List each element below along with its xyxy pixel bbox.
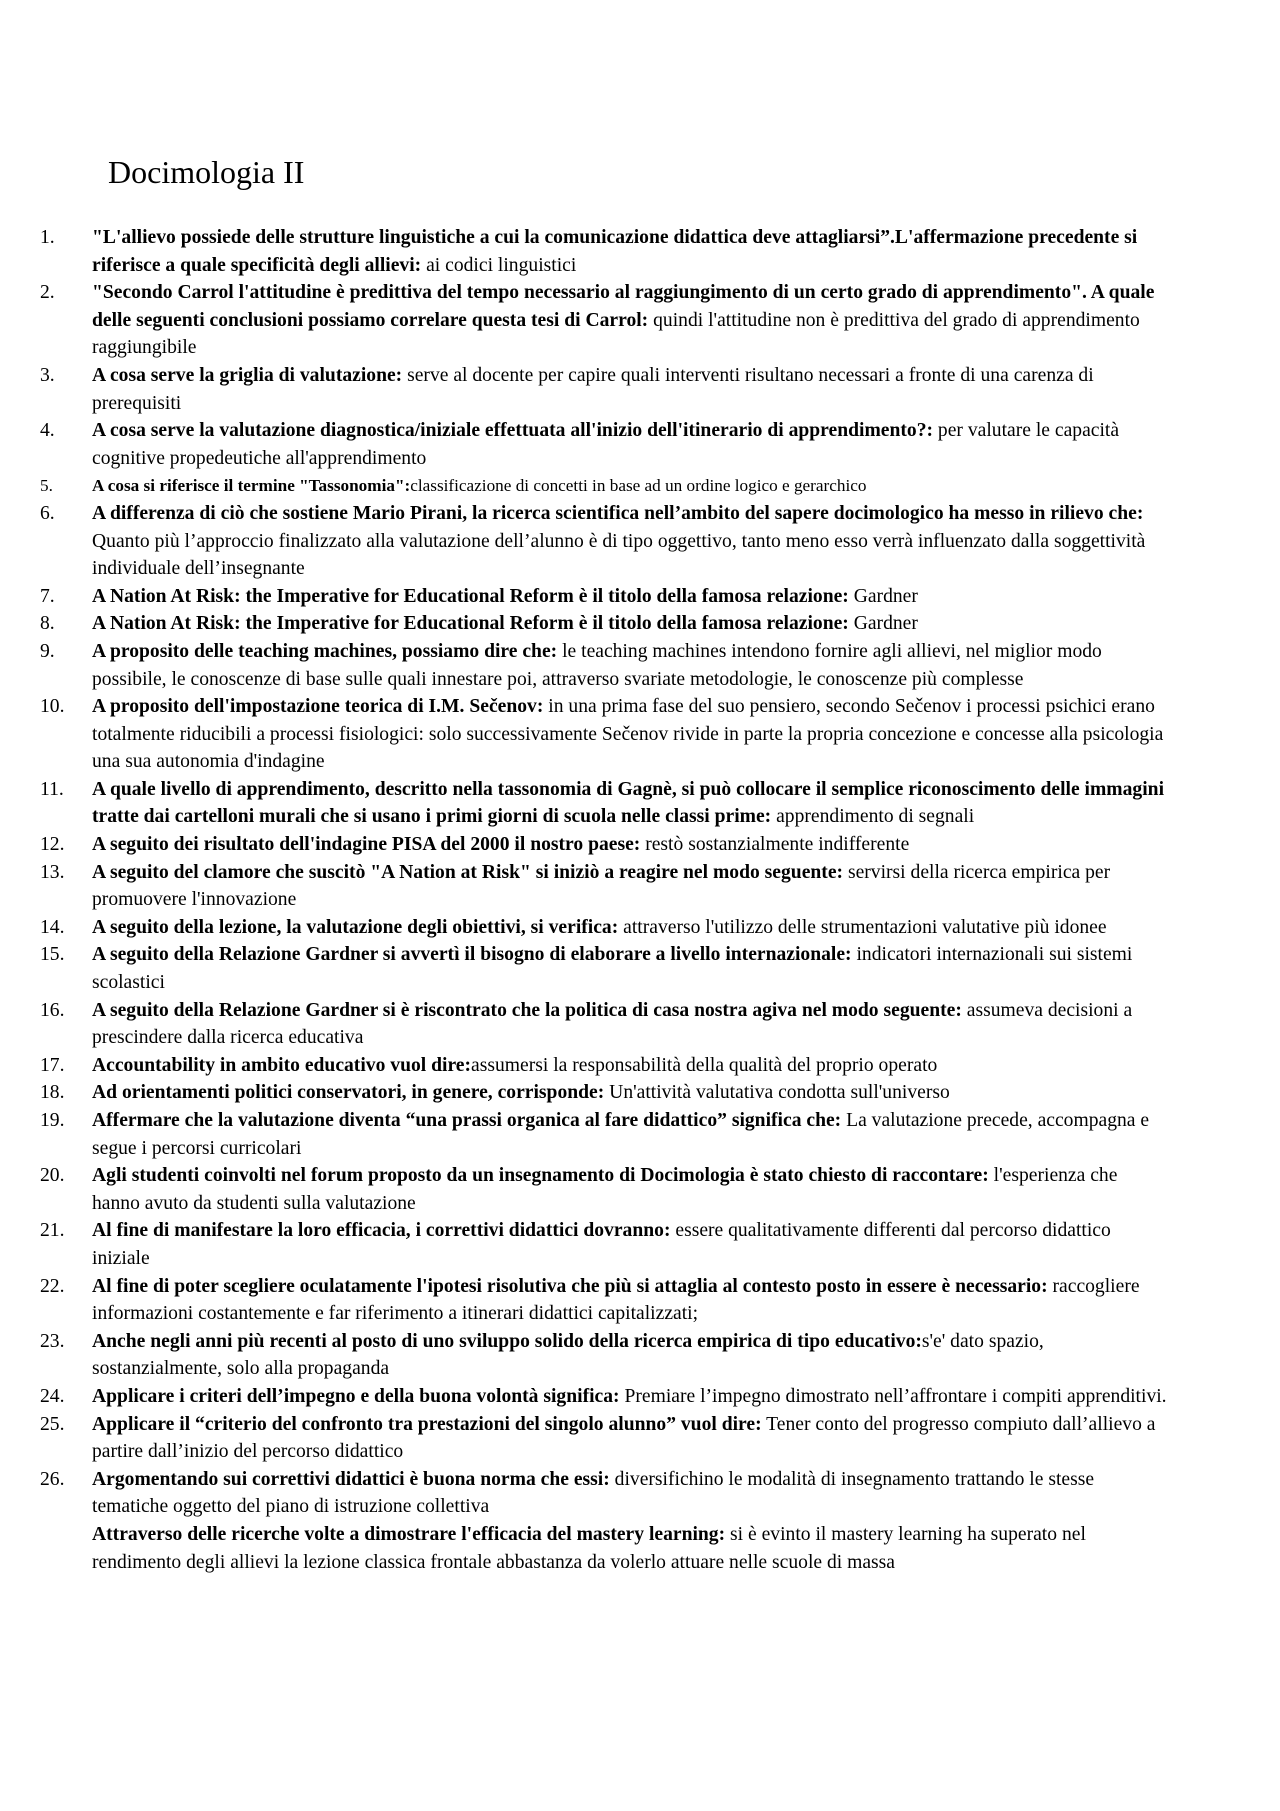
answer-text: Un'attività valutativa condotta sull'universo — [604, 1082, 950, 1104]
item-text — [92, 224, 1170, 279]
question-text: A seguito della Relazione Gardner si avvertì il bisogno di elaborare a livello internazionale: — [92, 944, 852, 966]
list-item — [40, 1162, 1170, 1217]
item-number: 7. — [40, 585, 55, 607]
item-number: 22. — [40, 1275, 65, 1297]
question-text: A seguito della lezione, la valutazione degli obiettivi, si verifica: — [92, 916, 619, 938]
list-item — [40, 941, 1170, 996]
answer-text: l'esperienza che hanno avuto da studenti sulla valutazione — [92, 1165, 1118, 1214]
item-number: 25. — [40, 1413, 65, 1435]
item-text — [92, 1107, 1170, 1162]
item-text — [92, 1217, 1170, 1272]
item-text — [92, 279, 1170, 362]
list-item — [40, 417, 1170, 472]
question-text: A Nation At Risk: the Imperative for Educational Reform è il titolo della famosa relazione: — [92, 585, 849, 607]
answer-text: servirsi della ricerca empirica per promuovere l'innovazione — [92, 861, 1111, 911]
list-item — [40, 914, 1170, 942]
item-text — [92, 693, 1170, 776]
list-item — [40, 1217, 1170, 1272]
question-text: Affermare che la valutazione diventa “una prassi organica al fare didattico” significa che: — [92, 1110, 842, 1131]
answer-text: La valutazione precede, accompagna e segue i percorsi curricolari — [92, 1110, 1150, 1159]
answer-text: diversifichino le modalità di insegnamento trattando le stesse tematiche oggetto del piano di istruzione collettiva — [92, 1468, 1095, 1518]
item-number: 8. — [40, 613, 55, 635]
item-number: 26. — [40, 1468, 65, 1490]
list-item — [40, 1107, 1170, 1162]
answer-text: s'e' dato spazio, sostanzialmente, solo alla propaganda — [92, 1330, 1044, 1380]
question-text: Ad orientamenti politici conservatori, in genere, corrisponde: — [92, 1082, 605, 1104]
item-number: 3. — [40, 364, 55, 386]
list-item — [40, 1411, 1170, 1466]
list-item — [40, 1383, 1170, 1411]
question-list — [40, 224, 1170, 1576]
answer-text: per valutare le capacità cognitive propedeutiche all'apprendimento — [92, 420, 1120, 469]
question-text: A cosa si riferisce il termine "Tassonomia": — [92, 476, 411, 496]
answer-text: serve al docente per capire quali interventi risultano necessari a fronte di una carenza di prerequisiti — [92, 364, 1094, 414]
question-text: Al fine di manifestare la loro efficacia, i correttivi didattici dovranno: — [92, 1220, 671, 1242]
list-item — [40, 1328, 1170, 1383]
list-item — [40, 1052, 1170, 1080]
list-item — [40, 472, 1170, 500]
question-text: A seguito della Relazione Gardner si è riscontrato che la politica di casa nostra agiva nel modo seguente: — [92, 999, 962, 1021]
item-number: 16. — [40, 999, 65, 1021]
answer-text: restò sostanzialmente indifferente — [640, 834, 910, 856]
answer-text: Premiare l’impegno dimostrato nell’affrontare i compiti apprenditivi. — [619, 1385, 1167, 1407]
list-item — [40, 776, 1170, 831]
item-text — [92, 859, 1170, 914]
question-text: A seguito dei risultato dell'indagine PISA del 2000 il nostro paese: — [92, 834, 641, 856]
answer-text: quindi l'attitudine non è predittiva del grado di apprendimento raggiungibile — [92, 309, 1140, 359]
item-number: 1. — [40, 227, 55, 248]
answer-text: Tener conto del progresso compiuto dall’allievo a partire dall’inizio del percorso didattico — [92, 1413, 1156, 1463]
list-item — [40, 638, 1170, 693]
item-number: 2. — [40, 282, 55, 304]
list-item — [40, 583, 1170, 611]
answer-text: Gardner — [848, 585, 918, 607]
item-text — [92, 1079, 1170, 1107]
list-item — [40, 1273, 1170, 1328]
question-text: A proposito dell'impostazione teorica di I.M. Sečenov: — [92, 696, 544, 718]
item-number: 9. — [40, 640, 55, 662]
item-text — [92, 1052, 1170, 1080]
list-item — [40, 500, 1170, 583]
item-text — [92, 914, 1170, 942]
question-text: "L'allievo possiede delle strutture linguistiche a cui la comunicazione didattica deve attagliarsi”.L'affermazione precedente si riferisce a quale specificità degli allievi: — [92, 227, 1138, 276]
item-number: 17. — [40, 1054, 65, 1076]
item-text — [92, 1162, 1170, 1217]
list-item — [40, 610, 1170, 638]
item-number: 10. — [40, 696, 65, 718]
item-text — [92, 472, 1170, 500]
question-text: Anche negli anni più recenti al posto di uno sviluppo solido della ricerca empirica di tipo educativo: — [92, 1330, 922, 1352]
list-item — [40, 693, 1170, 776]
item-number: 4. — [40, 420, 55, 442]
question-text: Agli studenti coinvolti nel forum proposto da un insegnamento di Docimologia è stato chiesto di raccontare: — [92, 1165, 989, 1187]
list-item — [40, 1466, 1170, 1521]
question-text: Applicare i criteri dell’impegno e della buona volontà significa: — [92, 1385, 620, 1407]
question-text: A quale livello di apprendimento, descritto nella tassonomia di Gagnè, si può collocare il semplice riconoscimento delle immagini tratte dai cartelloni murali che si usano i primi giorni di scuola nelle classi prime: — [92, 778, 1165, 828]
item-text — [92, 362, 1170, 417]
item-number: 12. — [40, 834, 65, 856]
item-number: 6. — [40, 502, 55, 524]
answer-text: Gardner — [848, 613, 918, 635]
answer-text: assumeva decisioni a prescindere dalla ricerca educativa — [92, 999, 1133, 1049]
item-text — [92, 638, 1170, 693]
question-text: "Secondo Carrol l'attitudine è predittiva del tempo necessario al raggiungimento di un certo grado di apprendimento". A quale delle seguenti conclusioni possiamo correlare questa tesi di Carrol: — [92, 282, 1155, 331]
question-text: Al fine di poter scegliere oculatamente l'ipotesi risolutiva che più si attaglia al contesto posto in essere è necessario: — [92, 1275, 1048, 1297]
item-number: 11. — [40, 778, 64, 800]
item-text — [92, 997, 1170, 1052]
list-item — [40, 1521, 1170, 1576]
item-text — [92, 500, 1170, 583]
item-text — [92, 776, 1170, 831]
answer-text: attraverso l'utilizzo delle strumentazioni valutative più idonee — [618, 916, 1107, 938]
question-text: Attraverso delle ricerche volte a dimostrare l'efficacia del mastery learning: — [92, 1523, 726, 1545]
item-number: 14. — [40, 916, 65, 938]
question-text: Applicare il “criterio del confronto tra prestazioni del singolo alunno” vuol dire: — [92, 1413, 762, 1435]
item-number: 23. — [40, 1330, 65, 1352]
document-title: Docimologia II — [108, 154, 305, 190]
item-text — [92, 417, 1170, 472]
question-text: A seguito del clamore che suscitò "A Nation at Risk" si iniziò a reagire nel modo seguente: — [92, 861, 844, 883]
question-text: Argomentando sui correttivi didattici è buona norma che essi: — [92, 1468, 610, 1490]
item-text — [92, 941, 1170, 996]
item-text — [92, 1383, 1170, 1411]
answer-text: assumersi la responsabilità della qualità del proprio operato — [471, 1054, 938, 1076]
item-text — [92, 1466, 1170, 1521]
item-text — [92, 610, 1170, 638]
item-number: 24. — [40, 1385, 65, 1407]
list-item — [40, 362, 1170, 417]
answer-text: Quanto più l’approccio finalizzato alla valutazione dell’alunno è di tipo oggettivo, tanto meno esso verrà influenzato dalla soggettività individuale dell’insegnante — [92, 530, 1146, 580]
item-number: 13. — [40, 861, 65, 883]
item-number: 18. — [40, 1082, 65, 1104]
answer-text: in una prima fase del suo pensiero, secondo Sečenov i processi psichici erano totalmente riducibili a processi fisiologici: solo successivamente Sečenov rivide in parte la propria concezione e concesse alla psicologia una sua autonomia d'indagine — [92, 696, 1164, 773]
item-number: 19. — [40, 1110, 65, 1131]
list-item — [40, 1079, 1170, 1107]
item-number: 5. — [40, 476, 53, 496]
item-text — [92, 831, 1170, 859]
answer-text: ai codici linguistici — [421, 254, 577, 276]
answer-text: le teaching machines intendono fornire agli allievi, nel miglior modo possibile, le conoscenze di base sulle quali innestare poi, attraverso svariate metodologie, le conoscenze più complesse — [92, 640, 1102, 690]
item-number: 20. — [40, 1165, 65, 1187]
answer-text: indicatori internazionali sui sistemi scolastici — [92, 944, 1133, 994]
answer-text: essere qualitativamente differenti dal percorso didattico iniziale — [92, 1220, 1111, 1269]
question-text: A differenza di ciò che sostiene Mario Pirani, la ricerca scientifica nell’ambito del sapere docimologico ha messo in rilievo che: — [92, 502, 1144, 524]
list-item — [40, 224, 1170, 279]
list-item — [40, 279, 1170, 362]
item-number: 15. — [40, 944, 65, 966]
item-text — [92, 1411, 1170, 1466]
question-text: A Nation At Risk: the Imperative for Educational Reform è il titolo della famosa relazione: — [92, 613, 849, 635]
answer-text: raccogliere informazioni costantemente e far riferimento a itinerari didattici capitalizzati; — [92, 1275, 1140, 1325]
item-text — [92, 1328, 1170, 1383]
question-text: A proposito delle teaching machines, possiamo dire che: — [92, 640, 558, 662]
question-text: A cosa serve la valutazione diagnostica/iniziale effettuata all'inizio dell'itinerario di apprendimento?: — [92, 420, 934, 442]
list-item — [40, 831, 1170, 859]
item-number: 21. — [40, 1220, 65, 1242]
list-item — [40, 997, 1170, 1052]
item-number — [40, 1521, 92, 1576]
question-text: Accountability in ambito educativo vuol dire: — [92, 1054, 472, 1076]
list-item — [40, 859, 1170, 914]
question-text: A cosa serve la griglia di valutazione: — [92, 364, 403, 386]
item-text — [92, 583, 1170, 611]
answer-text: classificazione di concetti in base ad un ordine logico e gerarchico — [410, 476, 867, 496]
item-text — [92, 1273, 1170, 1328]
item-text — [92, 1521, 1170, 1576]
answer-text: si è evinto il mastery learning ha superato nel rendimento degli allievi la lezione classica frontale abbastanza da volerlo attuare nelle scuole di massa — [92, 1523, 1086, 1573]
answer-text: apprendimento di segnali — [771, 806, 975, 828]
